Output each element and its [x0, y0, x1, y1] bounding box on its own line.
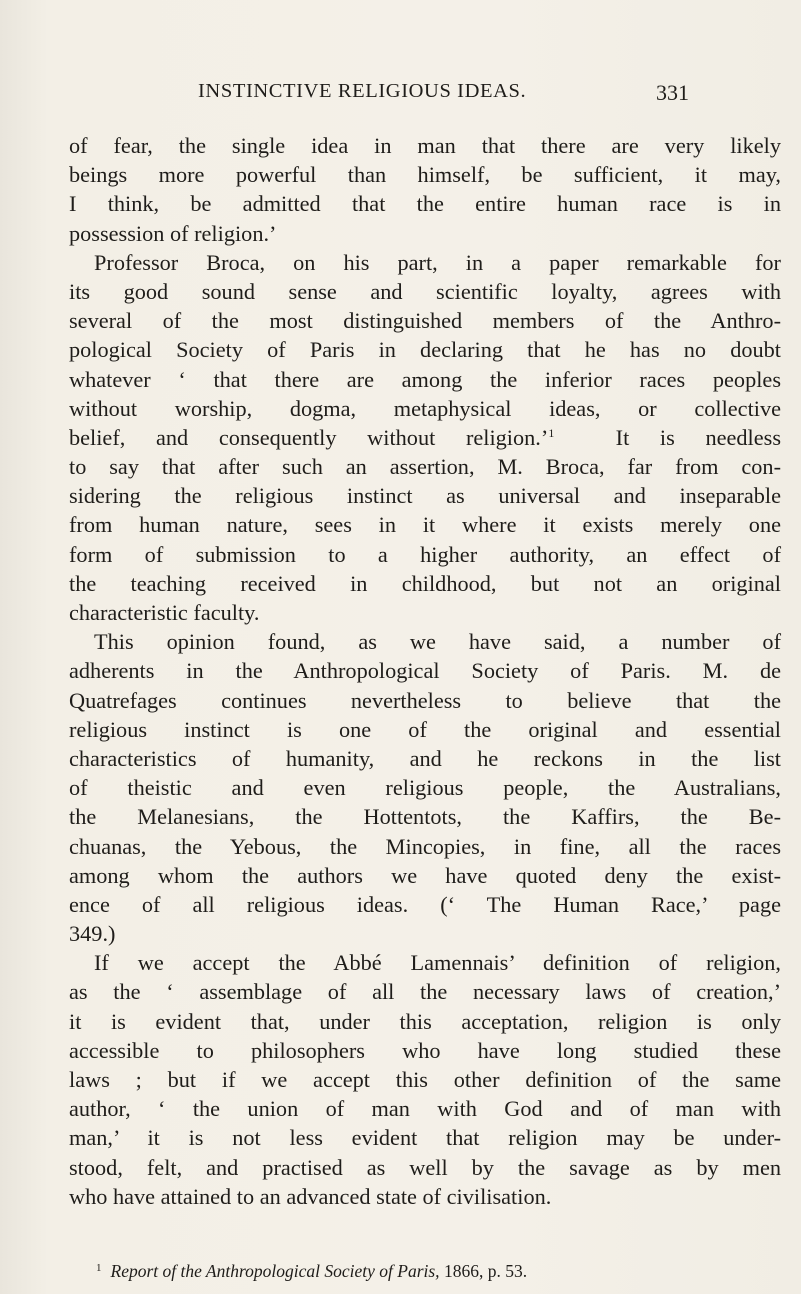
- body-text: [69, 131, 781, 1211]
- paragraph-start: This opinion found, as we have said, a number of: [94, 629, 781, 655]
- page-number: 331: [656, 80, 689, 105]
- running-header: [198, 70, 788, 110]
- text-segment: It is needless: [615, 424, 781, 450]
- text-line: the Melanesians, the Hottentots, the Kaffirs, the Be-: [69, 804, 781, 830]
- footnote: [96, 1261, 756, 1282]
- text-line: the teaching received in childhood, but not an original: [69, 570, 781, 596]
- running-title: INSTINCTIVE RELIGIOUS IDEAS.: [198, 80, 527, 102]
- text-line: I think, be admitted that the entire human race is in: [69, 191, 781, 217]
- text-line: 349.): [69, 921, 116, 947]
- text-line-with-footnote: [69, 423, 781, 452]
- text-line: accessible to philosophers who have long studied these: [69, 1037, 781, 1063]
- text-line: without worship, dogma, metaphysical ideas, or collective: [69, 395, 781, 421]
- footnote-citation: 1866, p. 53.: [443, 1261, 528, 1281]
- text-line: author, ‘ the union of man with God and of man with: [69, 1096, 781, 1122]
- text-line: stood, felt, and practised as well by the savage as by men: [69, 1154, 781, 1180]
- text-line: form of submission to a higher authority, an effect of: [69, 541, 781, 567]
- text-line: man,’ it is not less evident that religion may be under-: [69, 1125, 781, 1151]
- text-line: its good sound sense and scientific loyalty, agrees with: [69, 278, 781, 304]
- text-line: ence of all religious ideas. (‘ The Human Race,’ page: [69, 891, 781, 917]
- text-line: several of the most distinguished members of the Anthro-: [69, 308, 781, 334]
- footnote-marker: 1: [96, 1262, 102, 1274]
- text-line: of theistic and even religious people, the Australians,: [69, 775, 781, 801]
- text-line: pological Society of Paris in declaring that he has no doubt: [69, 337, 781, 363]
- text-line: religious instinct is one of the original and essential: [69, 716, 781, 742]
- text-line: possession of religion.’: [69, 220, 277, 246]
- text-line: Quatrefages continues nevertheless to believe that the: [69, 687, 781, 713]
- text-line: characteristics of humanity, and he reckons in the list: [69, 745, 781, 771]
- text-line: who have attained to an advanced state of civilisation.: [69, 1183, 552, 1209]
- text-line: laws ; but if we accept this other definition of the same: [69, 1067, 781, 1092]
- text-line: chuanas, the Yebous, the Mincopies, in fine, all the races: [69, 833, 781, 859]
- text-line: it is evident that, under this acceptation, religion is only: [69, 1008, 781, 1034]
- text-line: adherents in the Anthropological Society of Paris. M. de: [69, 658, 781, 684]
- text-line: characteristic faculty.: [69, 600, 260, 625]
- text-line: to say that after such an assertion, M. Broca, far from con-: [69, 454, 781, 480]
- text-segment: belief, and consequently without religion.’: [69, 424, 549, 450]
- paragraph-start: Professor Broca, on his part, in a paper remarkable for: [94, 249, 781, 275]
- text-line: of fear, the single idea in man that there are very likely: [69, 133, 781, 158]
- paragraph-start: If we accept the Abbé Lamennais’ definition of religion,: [94, 950, 781, 976]
- text-line: whatever ‘ that there are among the inferior races peoples: [69, 366, 781, 392]
- text-line: from human nature, sees in it where it exists merely one: [69, 512, 781, 538]
- footnote-reference[interactable]: 1: [548, 425, 555, 440]
- text-line: as the ‘ assemblage of all the necessary laws of creation,’: [69, 979, 781, 1005]
- text-line: beings more powerful than himself, be sufficient, it may,: [69, 162, 781, 188]
- footnote-title: Report of the Anthropological Society of Paris,: [110, 1261, 440, 1281]
- text-line: among whom the authors we have quoted deny the exist-: [69, 862, 781, 888]
- text-line: sidering the religious instinct as universal and inseparable: [69, 483, 781, 509]
